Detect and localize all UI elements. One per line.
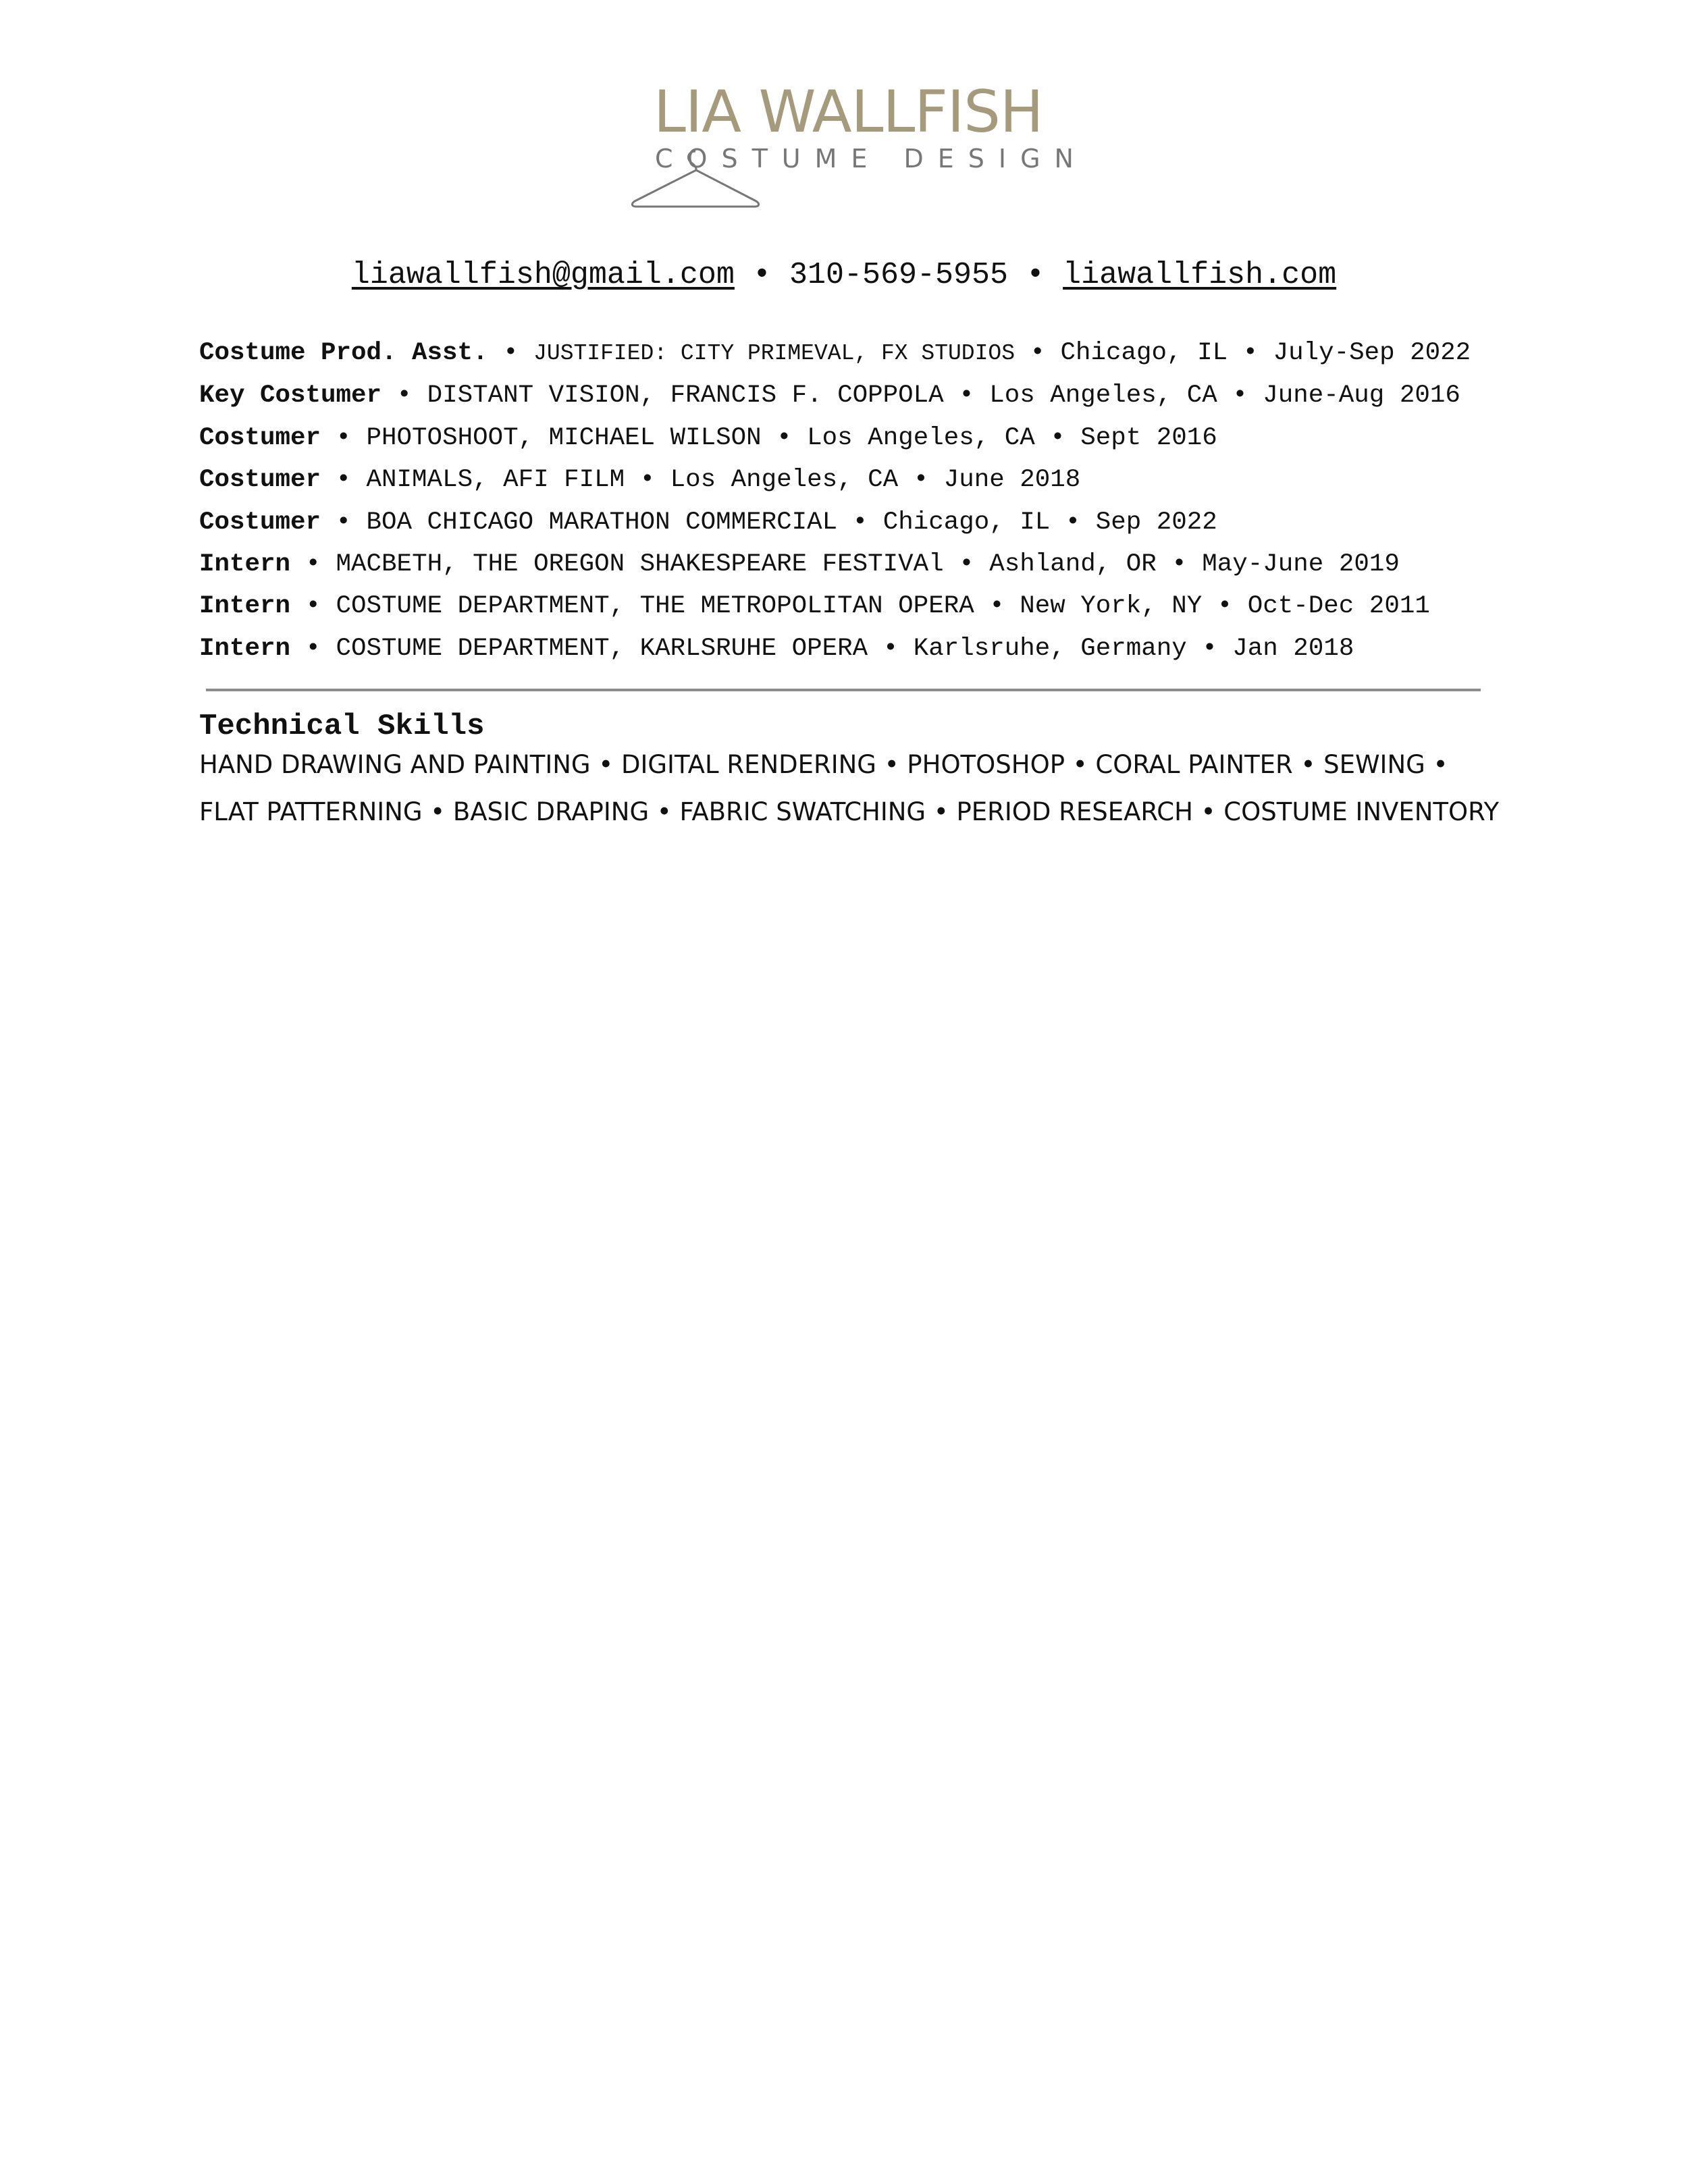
separator: • [1026,258,1045,292]
credit-production: MACBETH, THE OREGON SHAKESPEARE FESTIVAl [336,550,944,579]
credit-production: DISTANT VISION, FRANCIS F. COPPOLA [427,381,944,410]
credit-role: Intern [199,592,291,621]
credit-date: May-June 2019 [1202,550,1400,579]
credit-location: Los Angeles, CA [670,466,899,495]
phone-number: 310-569-5955 [789,258,1009,292]
credit-role: Key Costumer [199,381,382,410]
credit-production: COSTUME DEPARTMENT, THE METROPOLITAN OPERA [336,592,974,621]
skills-heading: Technical Skills [199,710,485,743]
section-divider [206,689,1481,691]
logo [628,78,1088,215]
credit-date: Sep 2022 [1095,508,1217,537]
logo-subtitle: COSTUME DESIGN [655,144,1088,174]
credit-location: Los Angeles, CA [807,423,1035,452]
credit-location: Los Angeles, CA [989,381,1217,410]
credit-row: Intern • COSTUME DEPARTMENT, KARLSRUHE OPERA • Karlsruhe, Germany • Jan 2018 [199,634,1354,663]
credit-date: Jan 2018 [1232,634,1354,663]
credit-role: Intern [199,550,291,579]
credit-date: July-Sep 2022 [1273,339,1471,367]
credit-location: Chicago, IL [1060,339,1228,367]
website-link[interactable]: liawallfish.com [1063,258,1337,292]
credit-row: Costumer • PHOTOSHOOT, MICHAEL WILSON • Los Angeles, CA • Sept 2016 [199,423,1217,452]
email-link[interactable]: liawallfish@gmail.com [351,258,735,292]
credit-role: Costumer [199,423,321,452]
logo-name: LIA WALLFISH [654,78,1043,146]
credit-location: Ashland, OR [989,550,1157,579]
credit-date: Sept 2016 [1080,423,1217,452]
contact-line [0,255,1688,296]
credit-location: Chicago, IL [882,508,1051,537]
separator: • [752,258,771,292]
credit-row: Intern • COSTUME DEPARTMENT, THE METROPOLITAN OPERA • New York, NY • Oct-Dec 2011 [199,592,1430,621]
credit-production: PHOTOSHOOT, MICHAEL WILSON [366,423,762,452]
credit-row: Key Costumer • DISTANT VISION, FRANCIS F. COPPOLA • Los Angeles, CA • June-Aug 2016 [199,381,1460,410]
credits-list [199,332,1550,670]
credit-location: New York, NY [1020,592,1203,621]
hanger-icon [628,142,763,209]
credit-role: Costumer [199,466,321,495]
credit-row: Costumer • BOA CHICAGO MARATHON COMMERCIAL • Chicago, IL • Sep 2022 [199,508,1217,537]
credit-row: Costume Prod. Asst. • JUSTIFIED: CITY PRIMEVAL, FX STUDIOS • Chicago, IL • July-Sep 2022 [199,339,1471,367]
credit-production: ANIMALS, AFI FILM [366,466,625,495]
credit-row: Costumer • ANIMALS, AFI FILM • Los Angeles, CA • June 2018 [199,466,1081,495]
credit-location: Karlsruhe, Germany [913,634,1187,663]
credit-date: Oct-Dec 2011 [1247,592,1430,621]
credit-role: Costumer [199,508,321,537]
credit-production: JUSTIFIED: CITY PRIMEVAL, FX STUDIOS [533,341,1016,366]
skills-list: HAND DRAWING AND PAINTING • DIGITAL RENDERING • PHOTOSHOP • CORAL PAINTER • SEWING • FLAT PATTERNING • BASIC DRAPING • FABRIC SWATCHING • PERIOD RESEARCH • COSTUME INVENTORY [199,750,1500,826]
credit-role: Intern [199,634,291,663]
credit-date: June 2018 [943,466,1081,495]
credit-row: Intern • MACBETH, THE OREGON SHAKESPEARE FESTIVAl • Ashland, OR • May-June 2019 [199,550,1400,579]
credit-production: BOA CHICAGO MARATHON COMMERCIAL [366,508,838,537]
credit-production: COSTUME DEPARTMENT, KARLSRUHE OPERA [336,634,868,663]
credit-date: June-Aug 2016 [1263,381,1460,410]
credit-role: Costume Prod. Asst. [199,339,488,367]
